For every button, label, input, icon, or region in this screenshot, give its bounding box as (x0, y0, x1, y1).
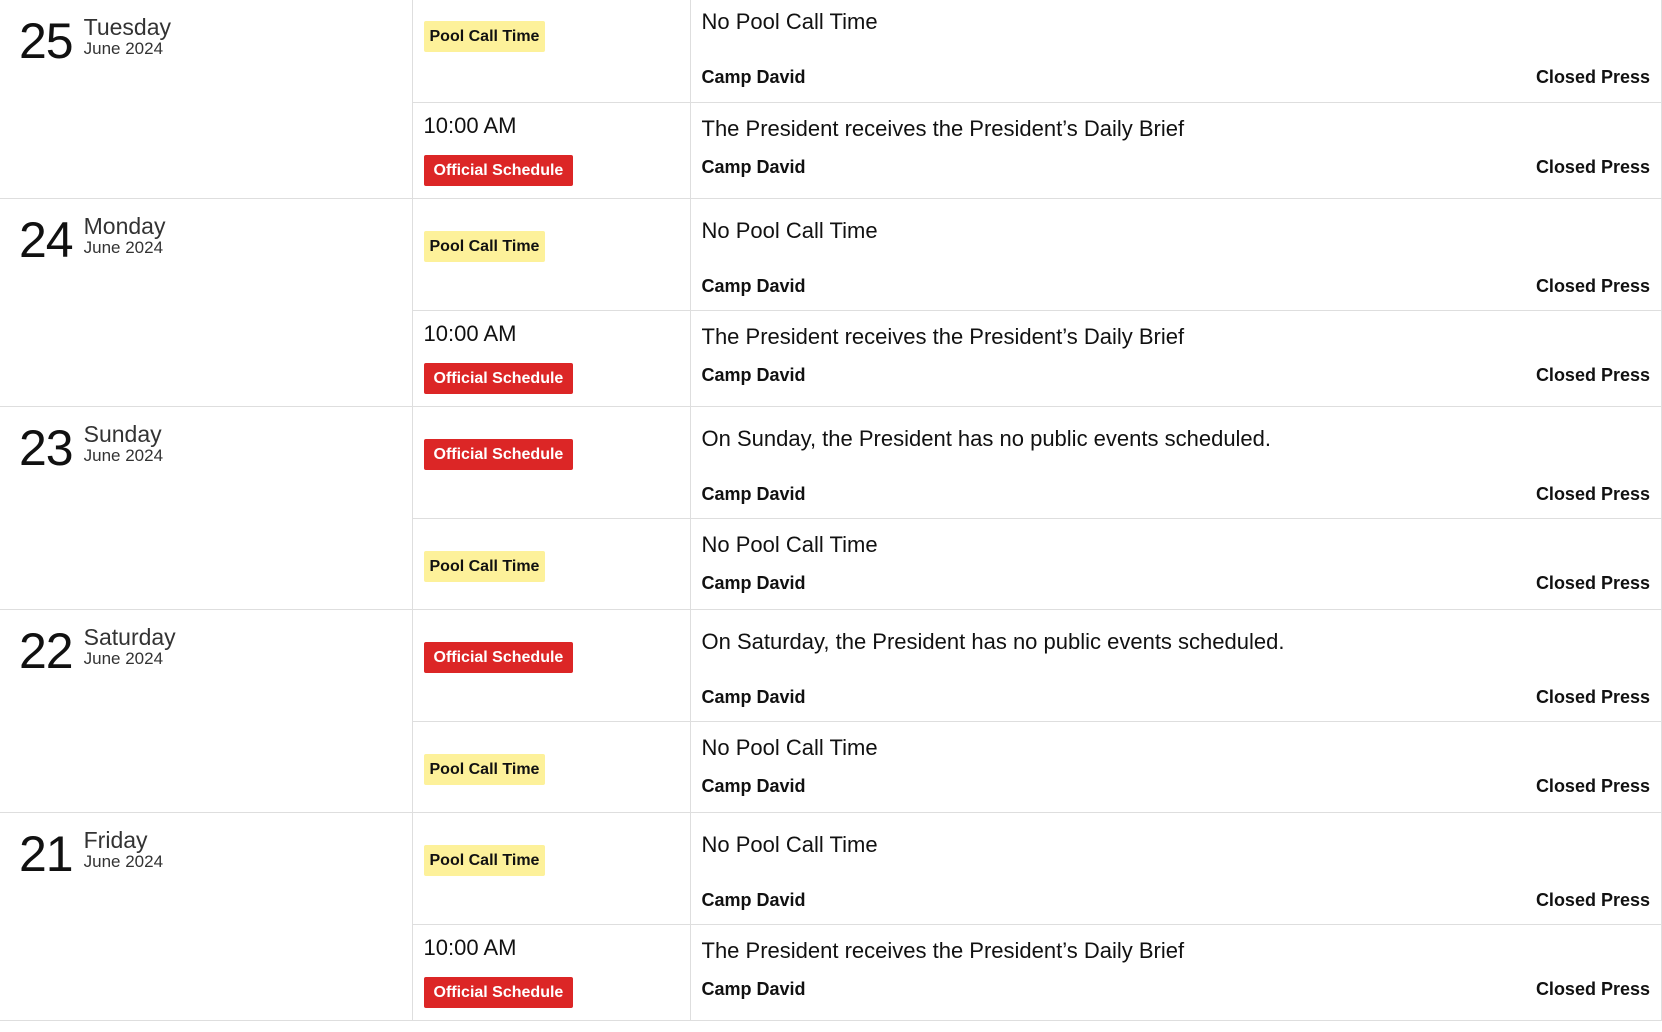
press-label: Closed Press (1535, 364, 1650, 385)
month-year-label: June 2024 (83, 851, 164, 871)
day-number: 21 (19, 825, 73, 882)
event-row (0, 198, 1662, 310)
location-label: Camp David (701, 156, 806, 177)
weekday-label: Tuesday (83, 14, 171, 40)
event-title[interactable]: No Pool Call Time (701, 9, 878, 34)
event-title[interactable]: On Saturday, the President has no public events scheduled. (701, 628, 1285, 654)
detail-cell (690, 812, 1662, 924)
official-schedule-badge[interactable]: Official Schedule (424, 977, 574, 1008)
pool-call-time-badge[interactable]: Pool Call Time (424, 231, 546, 262)
month-year-label: June 2024 (83, 445, 164, 465)
location-label: Camp David (701, 275, 806, 296)
event-row (0, 609, 1662, 721)
detail-cell (690, 102, 1662, 198)
press-label: Closed Press (1535, 67, 1650, 87)
press-label: Closed Press (1535, 686, 1650, 707)
press-label: Closed Press (1535, 483, 1650, 504)
day-number: 25 (19, 13, 73, 69)
weekday-label: Sunday (83, 420, 162, 447)
pool-call-time-badge[interactable]: Pool Call Time (424, 845, 546, 876)
day-number: 22 (19, 622, 73, 679)
event-title[interactable]: The President receives the President’s Daily Brief (701, 323, 1185, 349)
detail-cell (690, 0, 1662, 102)
weekday-label: Monday (83, 212, 166, 239)
event-time: 10:00 AM (423, 934, 517, 960)
event-time: 10:00 AM (423, 112, 517, 138)
detail-cell (690, 310, 1662, 406)
detail-cell (690, 198, 1662, 310)
location-label: Camp David (701, 686, 806, 707)
press-label: Closed Press (1535, 572, 1650, 593)
date-cell (0, 812, 412, 1020)
location-label: Camp David (701, 889, 806, 910)
location-label: Camp David (701, 364, 806, 385)
month-year-label: June 2024 (83, 39, 164, 58)
time-cell (412, 518, 690, 609)
location-label: Camp David (701, 978, 806, 999)
location-label: Camp David (701, 483, 806, 504)
date-cell (0, 609, 412, 812)
official-schedule-badge[interactable]: Official Schedule (424, 155, 574, 186)
time-cell (412, 721, 690, 812)
day-number: 23 (19, 419, 73, 476)
weekday-label: Friday (83, 826, 148, 853)
event-title[interactable]: No Pool Call Time (701, 734, 878, 760)
pool-call-time-badge[interactable]: Pool Call Time (424, 754, 546, 785)
location-label: Camp David (701, 572, 806, 593)
time-cell (412, 310, 690, 406)
month-year-label: June 2024 (83, 237, 164, 257)
detail-cell (690, 721, 1662, 812)
press-label: Closed Press (1535, 889, 1650, 910)
time-cell (412, 812, 690, 924)
time-cell (412, 0, 690, 102)
pool-call-time-badge[interactable]: Pool Call Time (424, 21, 546, 52)
time-cell (412, 924, 690, 1020)
time-cell (412, 198, 690, 310)
time-cell (412, 102, 690, 198)
day-number: 24 (19, 211, 73, 268)
weekday-label: Saturday (83, 623, 176, 650)
press-label: Closed Press (1535, 978, 1650, 999)
event-title[interactable]: No Pool Call Time (701, 831, 878, 857)
date-cell (0, 406, 412, 609)
official-schedule-badge[interactable]: Official Schedule (424, 439, 574, 470)
event-title[interactable]: On Sunday, the President has no public events scheduled. (701, 425, 1272, 451)
date-cell (0, 0, 412, 198)
date-cell (0, 198, 412, 406)
time-cell (412, 406, 690, 518)
press-label: Closed Press (1535, 275, 1650, 296)
official-schedule-badge[interactable]: Official Schedule (424, 363, 574, 394)
press-label: Closed Press (1535, 775, 1650, 796)
event-title[interactable]: The President receives the President’s Daily Brief (701, 115, 1185, 141)
detail-cell (690, 924, 1662, 1020)
event-row (0, 812, 1662, 924)
time-cell (412, 609, 690, 721)
event-time: 10:00 AM (423, 320, 517, 346)
month-year-label: June 2024 (83, 648, 164, 668)
pool-call-time-badge[interactable]: Pool Call Time (424, 551, 546, 582)
official-schedule-badge[interactable]: Official Schedule (424, 642, 574, 673)
detail-cell (690, 518, 1662, 609)
event-title[interactable]: No Pool Call Time (701, 217, 878, 243)
event-row (0, 0, 1662, 102)
press-label: Closed Press (1535, 156, 1650, 177)
detail-cell (690, 406, 1662, 518)
event-title[interactable]: The President receives the President’s Daily Brief (701, 937, 1185, 963)
event-title[interactable]: No Pool Call Time (701, 531, 878, 557)
event-row (0, 406, 1662, 518)
location-label: Camp David (701, 67, 806, 87)
detail-cell (690, 609, 1662, 721)
location-label: Camp David (701, 775, 806, 796)
